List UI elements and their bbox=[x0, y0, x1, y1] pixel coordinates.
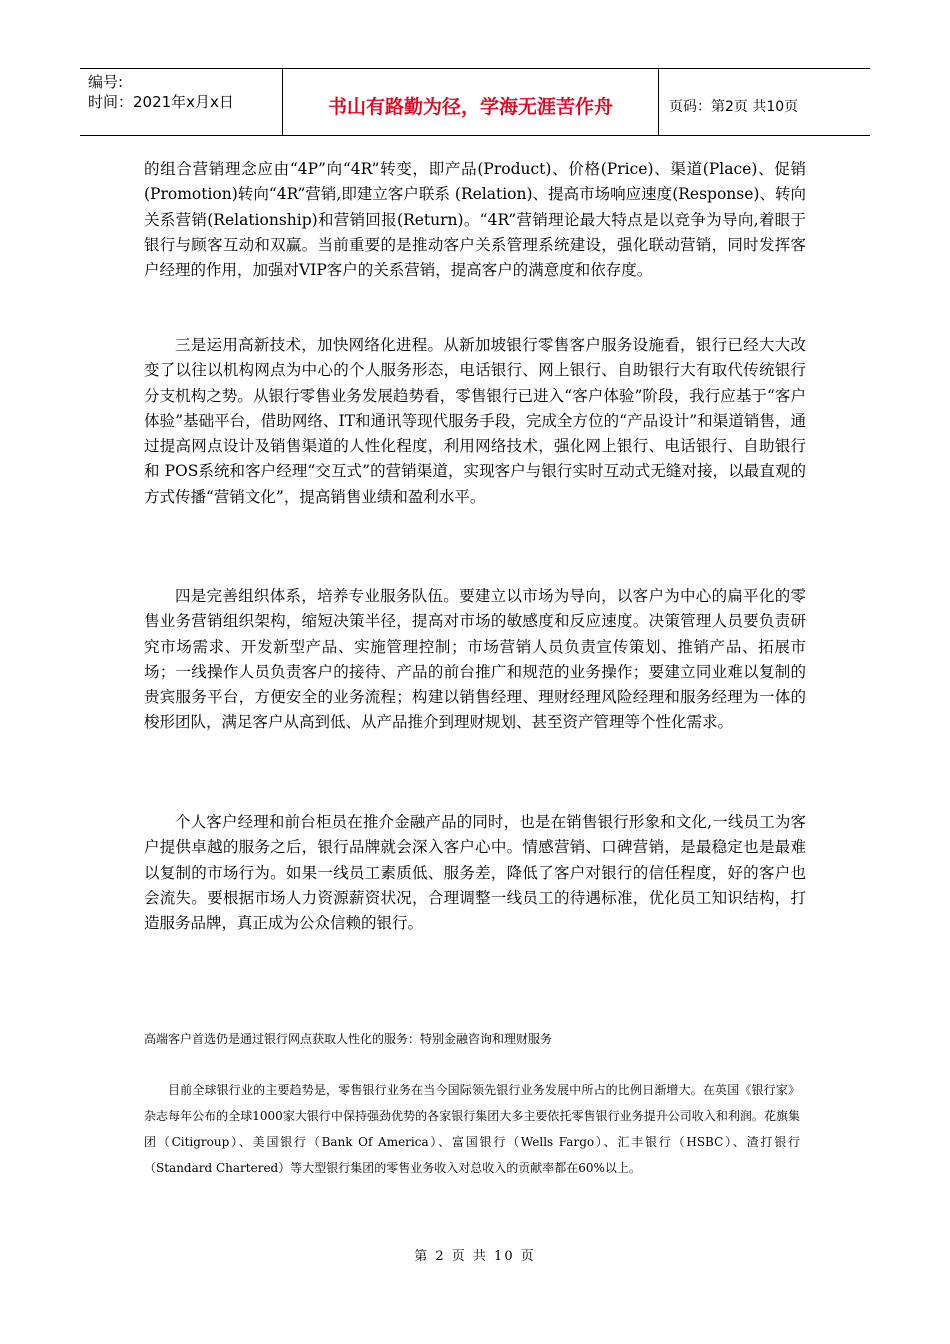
section-heading: 高端客户首选仍是通过银行网点获取人性化的服务：特别金融咨询和理财服务 bbox=[144, 1032, 553, 1046]
date-label: 时间：2021年x月x日 bbox=[88, 93, 234, 111]
body-paragraph-3: 四是完善组织体系，培养专业服务队伍。要建立以市场为导向，以客户为中心的扁平化的零售业务营销组织架构，缩短决策半径，提高对市场的敏感度和反应速度。决策管理人员要负责研究市场需求、开发新型产品、实施管理控制；市场营销人员负责宣传策划、推销产品、拓展市场；一线操作人员负责客户的接待、产品的前台推广和规范的业务操作；要建立同业难以复制的贵宾服务平台，方便安全的业务流程；构建以销售经理、理财经理风险经理和服务经理为一体的梭形团队，满足客户从高到低、从产品推介到理财规划、甚至资产管理等个性化需求。 bbox=[144, 587, 806, 732]
body-paragraph-4: 个人客户经理和前台柜员在推介金融产品的同时，也是在销售银行形象和文化,一线员工为客户提供卓越的服务之后，银行品牌就会深入客户心中。情感营销、口碑营销，是最稳定也是最难以复制的市场行为。如果一线员工素质低、服务差，降低了客户对银行的信任程度，好的客户也会流失。要根据市场人力资源薪资状况，合理调整一线员工的待遇标准，优化员工知识结构，打造服务品牌，真正成为公众信赖的银行。 bbox=[144, 813, 806, 933]
serial-number-label: 编号: bbox=[88, 73, 124, 91]
section-paragraph: 目前全球银行业的主要趋势是，零售银行业务在当今国际领先银行业务发展中所占的比例日渐增大。在英国《银行家》杂志每年公布的全球1000家大银行中保持强劲优势的各家银行集团大多主要依托零售银行业务提升公司收入和利润。花旗集团（Citigroup）、美国银行（Bank Of America）、富国银行（Wells Fargo）、汇丰银行（HSBC）、渣打银行（Standard Chartered）等大型银行集团的零售业务收入对总收入的贡献率都在60%以上。 bbox=[144, 1083, 800, 1175]
header-motto: 书山有路勤为径，学海无涯苦作舟 bbox=[283, 69, 659, 135]
header-page-number: 页码：第2页 共10页 bbox=[669, 99, 799, 115]
body-paragraph-1: 的组合营销理念应由“4P”向“4R”转变，即产品(Product)、价格(Price)、渠道(Place)、促销(Promotion)转向“4R”营销,即建立客户联系 (Relation)、提高市场响应速度(Response)、转向关系营销(Relationship)和营销回报(Return)。“4R”营销理论最大特点是以竞争为导向,着眼于银行与顾客互动和双赢。当前重要的是推动客户关系管理系统建设，强化联动营销，同时发挥客户经理的作用，加强对VIP客户的关系营销，提高客户的满意度和依存度。 bbox=[144, 160, 806, 280]
page-header bbox=[80, 68, 870, 136]
header-meta-cell bbox=[80, 69, 283, 135]
body-paragraph-2: 三是运用高新技术，加快网络化进程。从新加坡银行零售客户服务设施看，银行已经大大改变了以往以机构网点为中心的个人服务形态，电话银行、网上银行、自助银行大有取代传统银行分支机构之势。从银行零售业务发展趋势看，零售银行已进入“客户体验”阶段，我行应基于“客户体验”基础平台，借助网络、IT和通讯等现代服务手段，完成全方位的“产品设计”和渠道销售，通过提高网点设计及销售渠道的人性化程度，利用网络技术，强化网上银行、电话银行、自助银行和 POS系统和客户经理“交互式”的营销渠道，实现客户与银行实时互动式无缝对接，以最直观的方式传播“营销文化”，提高销售业绩和盈利水平。 bbox=[144, 336, 806, 506]
page-footer: 第 2 页 共 10 页 bbox=[414, 1249, 536, 1264]
